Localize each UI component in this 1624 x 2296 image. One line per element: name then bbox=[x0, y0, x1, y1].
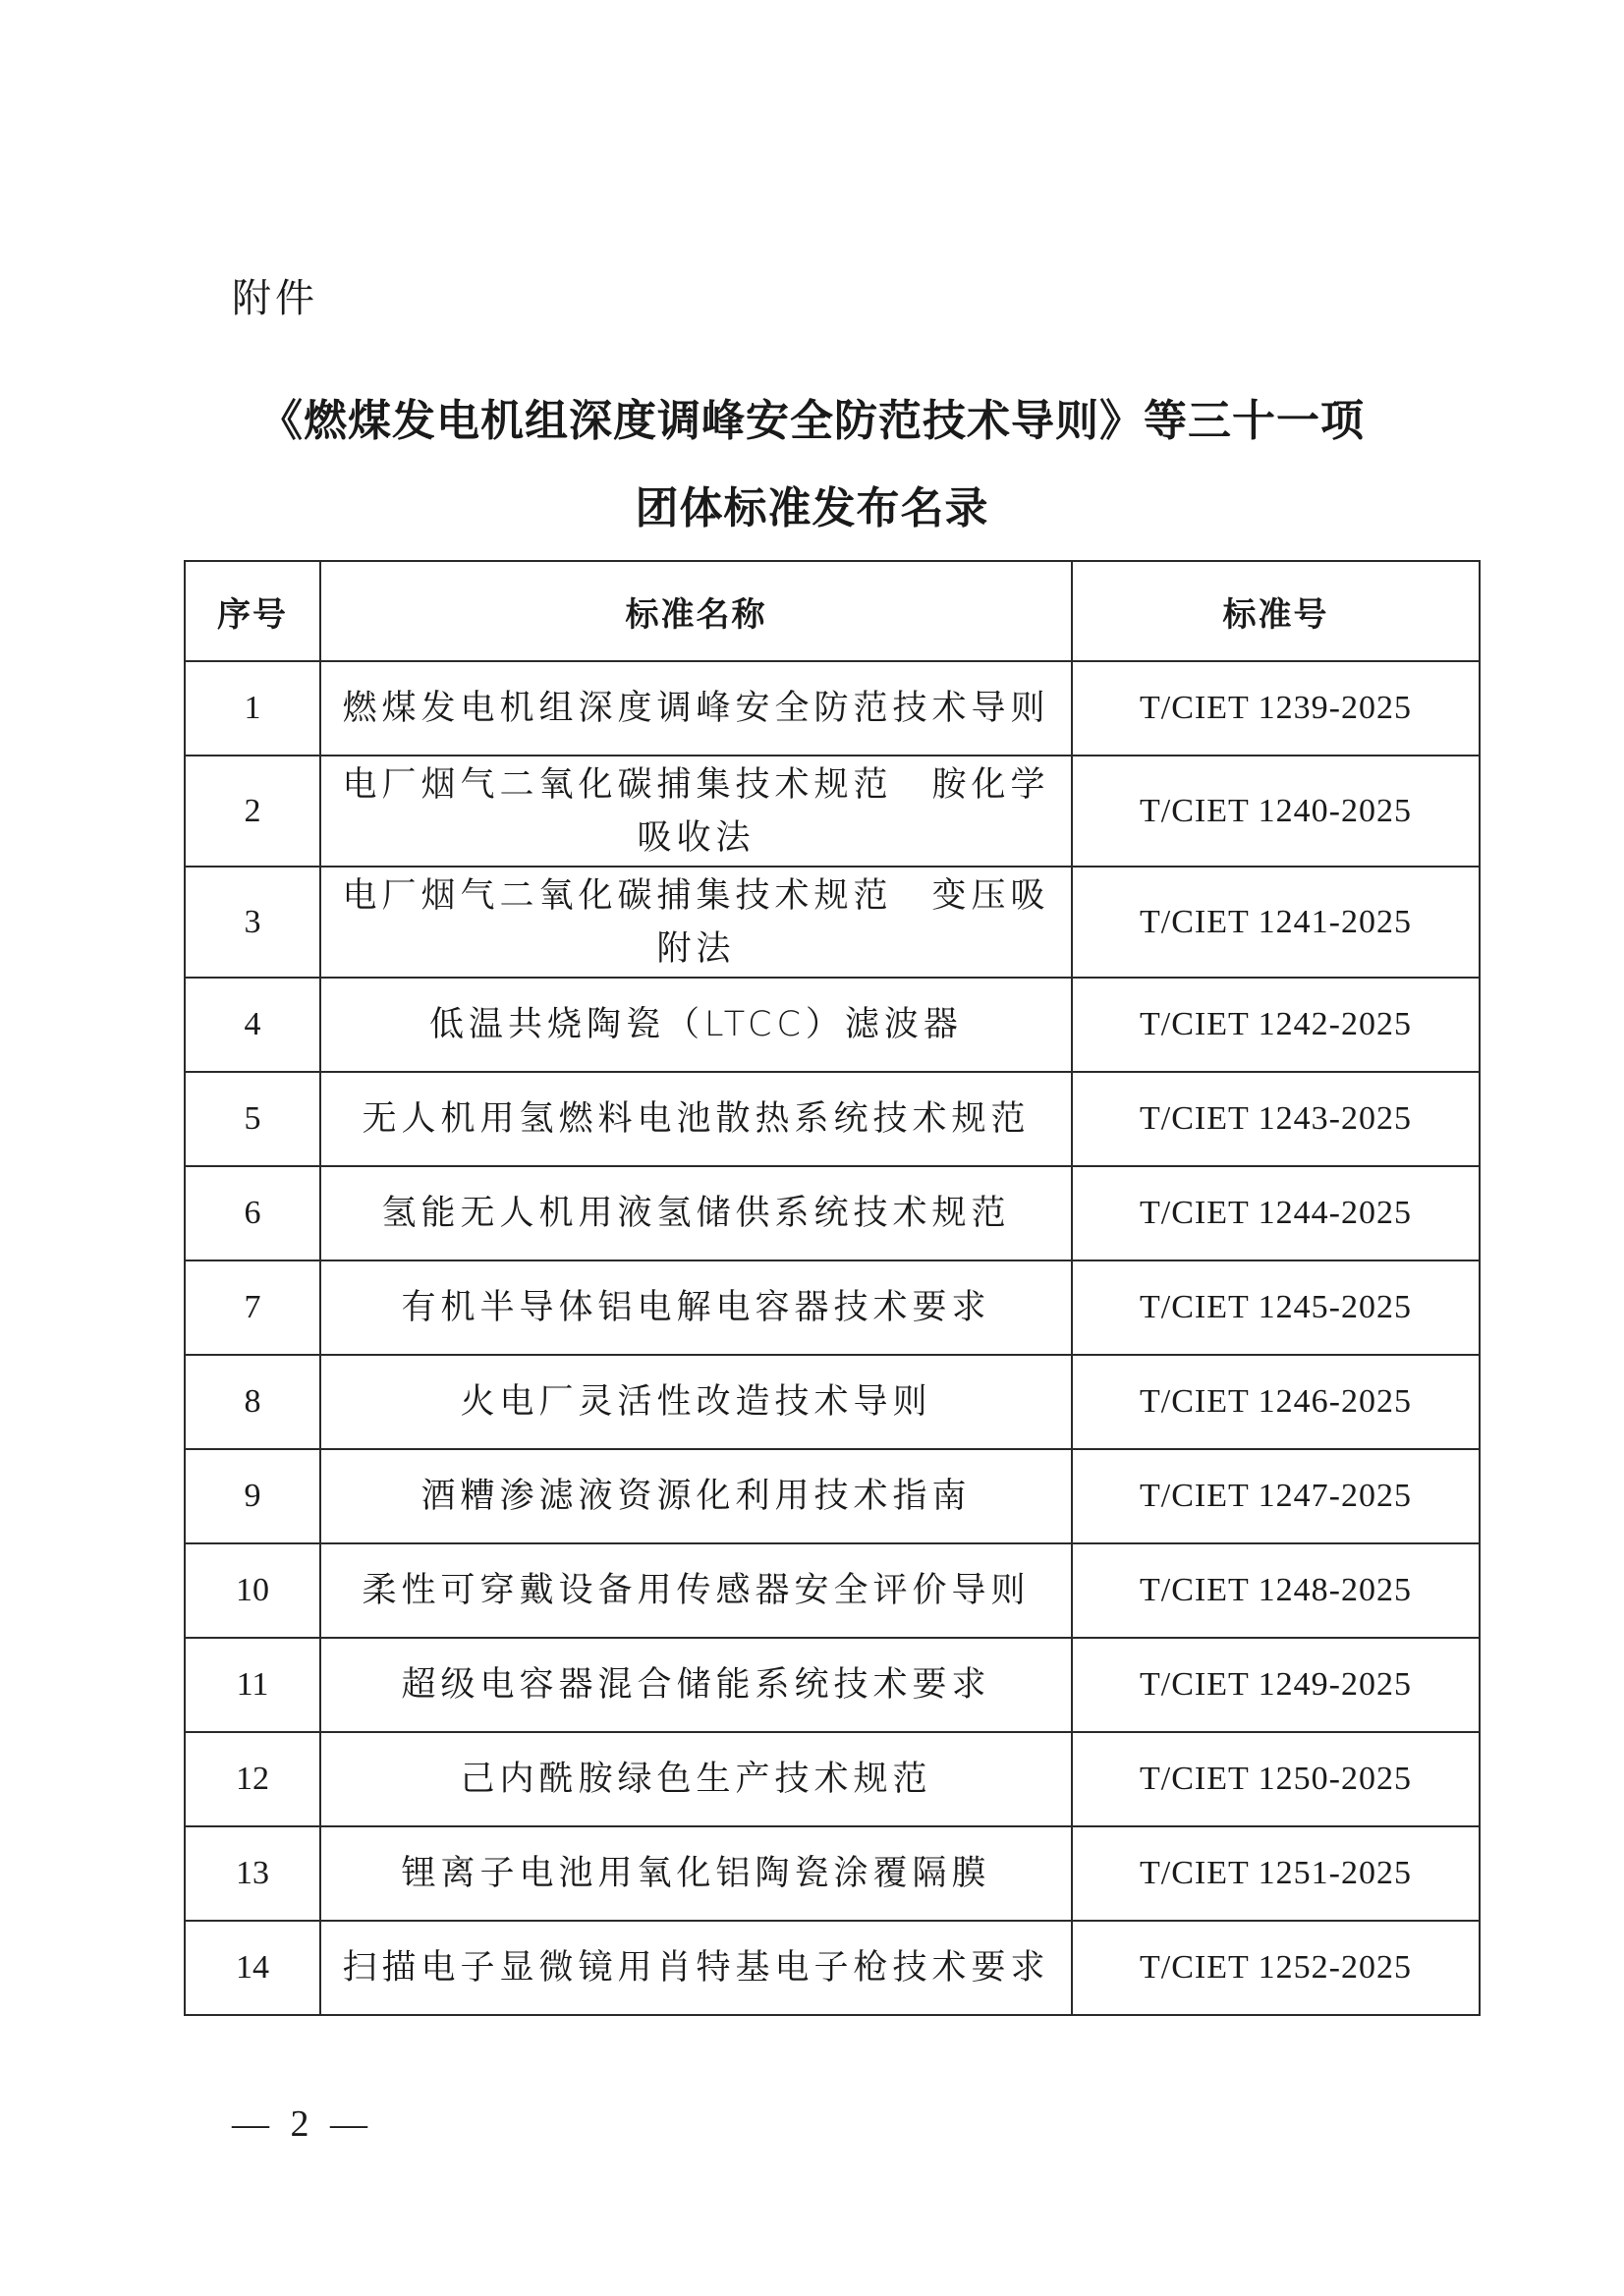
row-code: T/CIET 1246-2025 bbox=[1072, 1355, 1480, 1449]
row-name: 酒糟渗滤液资源化利用技术指南 bbox=[320, 1449, 1072, 1543]
row-name: 氢能无人机用液氢储供系统技术规范 bbox=[320, 1166, 1072, 1260]
row-seq: 4 bbox=[185, 978, 320, 1072]
row-code: T/CIET 1240-2025 bbox=[1072, 756, 1480, 867]
row-name: 火电厂灵活性改造技术导则 bbox=[320, 1355, 1072, 1449]
row-seq: 13 bbox=[185, 1826, 320, 1921]
table-row bbox=[185, 978, 1480, 1072]
row-name: 低温共烧陶瓷（LTCC）滤波器 bbox=[320, 978, 1072, 1072]
document-title-line-2: 团体标准发布名录 bbox=[635, 483, 989, 533]
attachment-label: 附件 bbox=[232, 276, 318, 321]
row-name: 燃煤发电机组深度调峰安全防范技术导则 bbox=[320, 661, 1072, 756]
row-seq: 14 bbox=[185, 1921, 320, 2015]
page-number: — 2 — bbox=[232, 2103, 373, 2145]
table-row bbox=[185, 1072, 1480, 1166]
row-code: T/CIET 1243-2025 bbox=[1072, 1072, 1480, 1166]
row-seq: 12 bbox=[185, 1732, 320, 1826]
row-code: T/CIET 1239-2025 bbox=[1072, 661, 1480, 756]
row-code: T/CIET 1241-2025 bbox=[1072, 867, 1480, 978]
row-code: T/CIET 1242-2025 bbox=[1072, 978, 1480, 1072]
table-row bbox=[185, 1355, 1480, 1449]
table-row bbox=[185, 1732, 1480, 1826]
row-seq: 8 bbox=[185, 1355, 320, 1449]
row-name: 柔性可穿戴设备用传感器安全评价导则 bbox=[320, 1543, 1072, 1638]
row-seq: 3 bbox=[185, 867, 320, 978]
row-code: T/CIET 1248-2025 bbox=[1072, 1543, 1480, 1638]
row-seq: 6 bbox=[185, 1166, 320, 1260]
row-name: 电厂烟气二氧化碳捕集技术规范 胺化学吸收法 bbox=[320, 756, 1072, 867]
row-name: 扫描电子显微镜用肖特基电子枪技术要求 bbox=[320, 1921, 1072, 2015]
row-seq: 10 bbox=[185, 1543, 320, 1638]
table-row bbox=[185, 1260, 1480, 1355]
header-code: 标准号 bbox=[1072, 561, 1480, 661]
row-code: T/CIET 1252-2025 bbox=[1072, 1921, 1480, 2015]
row-code: T/CIET 1249-2025 bbox=[1072, 1638, 1480, 1732]
table-row bbox=[185, 1638, 1480, 1732]
document-title-line-1: 《燃煤发电机组深度调峰安全防范技术导则》等三十一项 bbox=[259, 396, 1365, 446]
table-row bbox=[185, 661, 1480, 756]
table-header-row bbox=[185, 561, 1480, 661]
row-name: 电厂烟气二氧化碳捕集技术规范 变压吸附法 bbox=[320, 867, 1072, 978]
table-row bbox=[185, 1921, 1480, 2015]
table-row bbox=[185, 1166, 1480, 1260]
row-seq: 7 bbox=[185, 1260, 320, 1355]
row-code: T/CIET 1247-2025 bbox=[1072, 1449, 1480, 1543]
row-code: T/CIET 1244-2025 bbox=[1072, 1166, 1480, 1260]
standards-table bbox=[184, 560, 1481, 2016]
header-seq: 序号 bbox=[185, 561, 320, 661]
row-seq: 9 bbox=[185, 1449, 320, 1543]
row-name: 无人机用氢燃料电池散热系统技术规范 bbox=[320, 1072, 1072, 1166]
table-row bbox=[185, 1449, 1480, 1543]
row-code: T/CIET 1250-2025 bbox=[1072, 1732, 1480, 1826]
table-row bbox=[185, 867, 1480, 978]
row-seq: 5 bbox=[185, 1072, 320, 1166]
table-row bbox=[185, 1826, 1480, 1921]
table-row bbox=[185, 756, 1480, 867]
table-row bbox=[185, 1543, 1480, 1638]
row-name: 锂离子电池用氧化铝陶瓷涂覆隔膜 bbox=[320, 1826, 1072, 1921]
row-name: 超级电容器混合储能系统技术要求 bbox=[320, 1638, 1072, 1732]
row-seq: 11 bbox=[185, 1638, 320, 1732]
row-code: T/CIET 1251-2025 bbox=[1072, 1826, 1480, 1921]
row-seq: 1 bbox=[185, 661, 320, 756]
row-code: T/CIET 1245-2025 bbox=[1072, 1260, 1480, 1355]
row-name: 有机半导体铝电解电容器技术要求 bbox=[320, 1260, 1072, 1355]
header-name: 标准名称 bbox=[320, 561, 1072, 661]
row-name: 己内酰胺绿色生产技术规范 bbox=[320, 1732, 1072, 1826]
row-seq: 2 bbox=[185, 756, 320, 867]
